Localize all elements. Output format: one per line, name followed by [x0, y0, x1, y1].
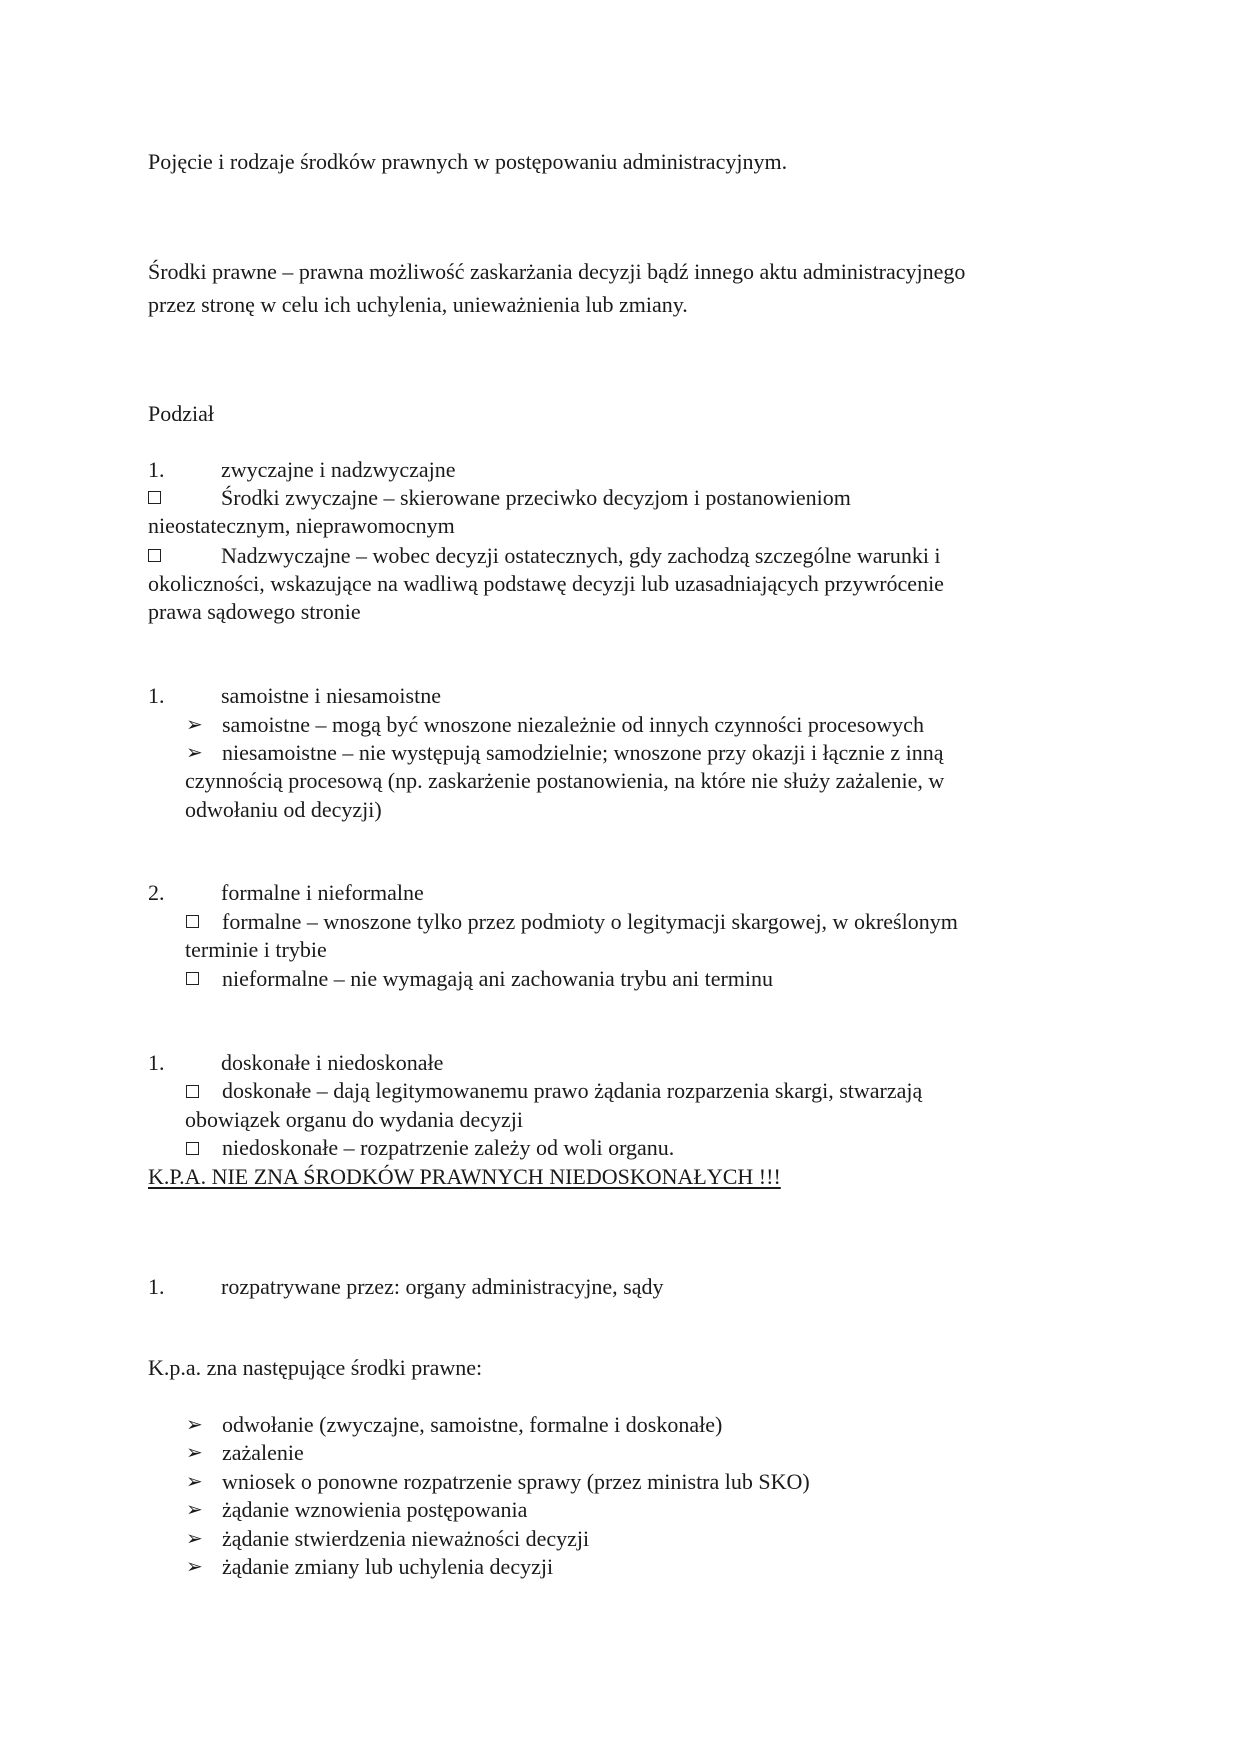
kpa-intro: K.p.a. zna następujące środki prawne:: [148, 1355, 483, 1380]
list-item: odwołanie (zwyczajne, samoistne, formalne i doskonałe): [222, 1412, 723, 1437]
list-number: 1.: [148, 457, 165, 482]
list-item-text: niesamoistne – nie występują samodzielnie; wnoszone przy okazji i łącznie z inną: [222, 740, 944, 765]
checkbox-icon: [148, 491, 161, 504]
checkbox-icon: [186, 1085, 199, 1098]
definition-line-1: Środki prawne – prawna możliwość zaskarżania decyzji bądź innego aktu administracyjnego: [148, 259, 966, 284]
list-heading: rozpatrywane przez: organy administracyjne, sądy: [221, 1274, 664, 1299]
arrow-bullet-icon: ➢: [186, 1440, 203, 1464]
checkbox-icon: [186, 915, 199, 928]
list-item-text: czynnością procesową (np. zaskarżenie postanowienia, na które nie służy zażalenie, w: [185, 768, 945, 793]
list-item-text: terminie i trybie: [185, 937, 327, 962]
list-item-text: Nadzwyczajne – wobec decyzji ostatecznych, gdy zachodzą szczególne warunki i: [221, 543, 941, 568]
list-item-text: doskonałe – dają legitymowanemu prawo żądania rozparzenia skargi, stwarzają: [222, 1078, 923, 1103]
section-heading-podzial: Podział: [148, 401, 214, 426]
list-item: żądanie stwierdzenia nieważności decyzji: [222, 1526, 590, 1551]
arrow-bullet-icon: ➢: [186, 1526, 203, 1550]
list-item-text: formalne – wnoszone tylko przez podmioty o legitymacji skargowej, w określonym: [222, 909, 958, 934]
list-item-text: odwołaniu od decyzji): [185, 797, 382, 822]
list-item-text: prawa sądowego stronie: [148, 599, 361, 624]
list-number: 2.: [148, 880, 165, 905]
list-heading: samoistne i niesamoistne: [221, 683, 441, 708]
list-item-text: samoistne – mogą być wnoszone niezależnie od innych czynności procesowych: [222, 712, 924, 737]
list-heading: zwyczajne i nadzwyczajne: [221, 457, 456, 482]
list-item: żądanie zmiany lub uchylenia decyzji: [222, 1554, 554, 1579]
list-item-text: obowiązek organu do wydania decyzji: [185, 1107, 524, 1132]
list-item-text: okoliczności, wskazujące na wadliwą podstawę decyzji lub uzasadniających przywrócenie: [148, 571, 944, 596]
list-heading: formalne i nieformalne: [221, 880, 424, 905]
list-item-text: Środki zwyczajne – skierowane przeciwko decyzjom i postanowieniom: [221, 485, 851, 510]
list-item-text: nieostatecznym, nieprawomocnym: [148, 513, 455, 538]
arrow-bullet-icon: ➢: [186, 712, 203, 736]
arrow-bullet-icon: ➢: [186, 740, 203, 764]
list-heading: doskonałe i niedoskonałe: [221, 1050, 444, 1075]
arrow-bullet-icon: ➢: [186, 1554, 203, 1578]
list-number: 1.: [148, 1274, 165, 1299]
list-item-text: niedoskonałe – rozpatrzenie zależy od woli organu.: [222, 1135, 675, 1160]
list-number: 1.: [148, 683, 165, 708]
checkbox-icon: [186, 972, 199, 985]
checkbox-icon: [148, 549, 161, 562]
list-item-text: nieformalne – nie wymagają ani zachowania trybu ani terminu: [222, 966, 774, 991]
arrow-bullet-icon: ➢: [186, 1497, 203, 1521]
page-title: Pojęcie i rodzaje środków prawnych w postępowaniu administracyjnym.: [148, 149, 788, 174]
arrow-bullet-icon: ➢: [186, 1469, 203, 1493]
kpa-note: K.P.A. NIE ZNA ŚRODKÓW PRAWNYCH NIEDOSKONAŁYCH !!!: [148, 1164, 781, 1189]
list-item: żądanie wznowienia postępowania: [222, 1497, 528, 1522]
checkbox-icon: [186, 1142, 199, 1155]
list-item: wniosek o ponowne rozpatrzenie sprawy (przez ministra lub SKO): [222, 1469, 810, 1494]
arrow-bullet-icon: ➢: [186, 1412, 203, 1436]
definition-line-2: przez stronę w celu ich uchylenia, unieważnienia lub zmiany.: [148, 292, 688, 317]
list-item: zażalenie: [222, 1440, 304, 1465]
list-number: 1.: [148, 1050, 165, 1075]
